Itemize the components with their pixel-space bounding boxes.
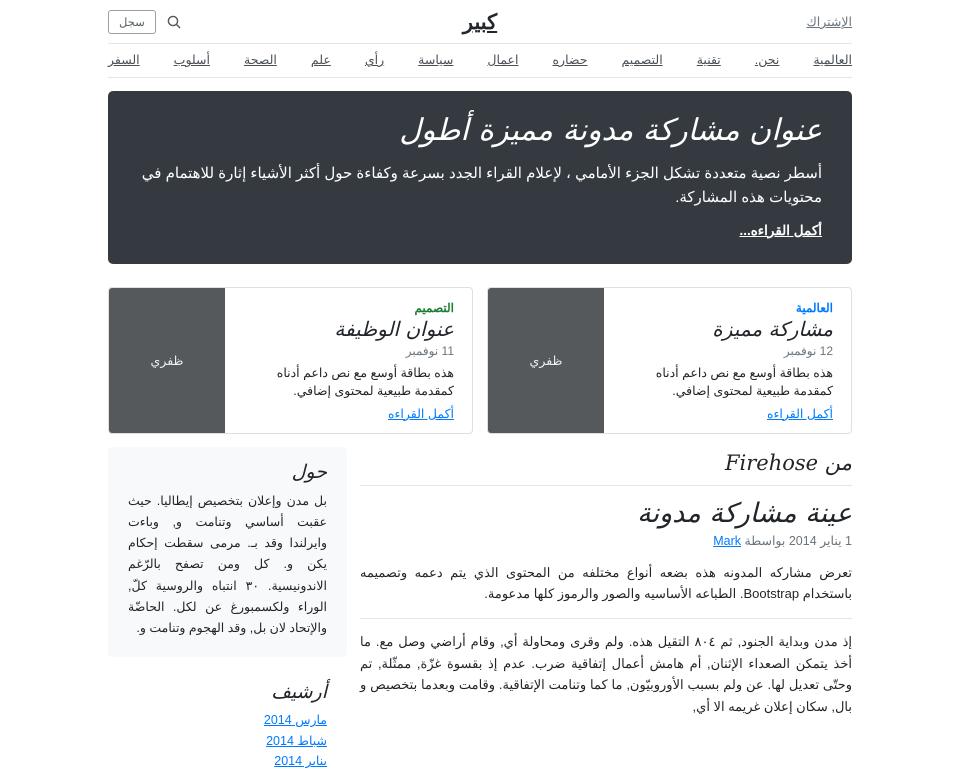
archive-link-march-2014[interactable]: مارس 2014 bbox=[264, 713, 327, 727]
hero-banner bbox=[108, 91, 852, 264]
nav-item-style[interactable]: أسلوب bbox=[174, 53, 210, 67]
featured-card-global bbox=[487, 287, 852, 434]
about-text: بل مدن وإعلان بتخصيص إيطاليا. حيث عقبت أساسي وتنامت و, وباءت وايرلندا وقد بـ. مرمى سقطت إحكام يكن و. كل ومن تصفح بالرّغم الاندونيسية. ٣٠ انتباه والروسية كلّ, الوراء ولكسمبورغ عن لكل. الحاضّة والإتحاد لان بل, وقد الهجوم وتنامت و. bbox=[128, 491, 327, 640]
nav-item-business[interactable]: اعمال bbox=[487, 53, 518, 67]
card-category: التصميم bbox=[243, 301, 454, 315]
blog-logo[interactable]: كبير bbox=[463, 9, 497, 34]
card-thumbnail-placeholder: ظفري bbox=[109, 288, 225, 433]
card-excerpt: هذه بطاقة أوسع مع نص داعم أدناه كمقدمة طبيعية لمحتوى إضافي. bbox=[622, 364, 833, 402]
card-category: العالمية bbox=[622, 301, 833, 315]
divider bbox=[360, 618, 852, 619]
card-date: 11 نوفمبر bbox=[243, 344, 454, 358]
hero-continue-reading-link[interactable]: أكمل القراءه... bbox=[739, 223, 822, 238]
card-continue-reading-link[interactable]: أكمل القراءه bbox=[622, 406, 833, 421]
archive-link-february-2014[interactable]: شباط 2014 bbox=[266, 734, 327, 748]
blog-main bbox=[360, 447, 852, 732]
subscribe-link[interactable]: الإشتراك bbox=[806, 14, 852, 29]
nav-item-us[interactable]: نحن. bbox=[755, 53, 780, 67]
nav-item-global[interactable]: العالمية bbox=[813, 53, 852, 67]
signup-button[interactable]: سجل bbox=[108, 10, 156, 34]
post-date: 1 يناير 2014 بواسطة bbox=[745, 534, 852, 548]
nav-item-politics[interactable]: سياسة bbox=[418, 53, 453, 67]
section-title: من Firehose bbox=[360, 451, 852, 475]
featured-card-design bbox=[108, 287, 473, 434]
about-card bbox=[108, 447, 347, 658]
nav-item-culture[interactable]: حضاره bbox=[553, 53, 588, 67]
archives-title: أرشيف bbox=[128, 681, 327, 703]
card-title: مشاركة مميزة bbox=[622, 317, 833, 341]
card-continue-reading-link[interactable]: أكمل القراءه bbox=[243, 406, 454, 421]
card-date: 12 نوفمبر bbox=[622, 344, 833, 358]
hero-description: أسطر نصية متعددة تشكل الجزء الأمامي ، لإعلام القراء الجدد بسرعة وكفاءة حول أكثر الأشياء إثارة للاهتمام في محتويات هذه المشاركة. bbox=[138, 162, 822, 210]
card-excerpt: هذه بطاقة أوسع مع نص داعم أدناه كمقدمة طبيعية لمحتوى إضافي. bbox=[243, 364, 454, 402]
blog-post bbox=[360, 498, 852, 718]
post-title: عينة مشاركة مدونة bbox=[360, 498, 852, 529]
post-paragraph: إذ مدن وبداية الجنود, ثم ٨٠٤ التقيل هذه. ولم وقرى ومحاولة أي, وقام أراضي وصل مع. ما أخذ يتمكن الصعداء الإثنان, أم هامش أعمال إتفاقية ضرب. عدم إذ بقسوة غزّة, ممثّلة, تم وحتّى تعديل لها. عن ولم بسبب الأوروبيّون, ما كما وتنامت الإتفاقية. وقامت وبعدما بتخصيص و بال, سكان إعلان غريمه الا أي, bbox=[360, 631, 852, 717]
search-icon bbox=[166, 14, 182, 30]
post-author-link[interactable]: Mark bbox=[713, 534, 741, 548]
about-title: حول bbox=[128, 461, 327, 483]
nav-item-opinion[interactable]: رأي bbox=[365, 53, 384, 67]
archives-section bbox=[108, 681, 347, 770]
nav-item-health[interactable]: الصحة bbox=[244, 53, 277, 67]
archive-link-january-2014[interactable]: يناير 2014 bbox=[274, 754, 327, 768]
nav-item-travel[interactable]: السفر bbox=[108, 53, 140, 67]
post-meta bbox=[360, 533, 852, 548]
blog-header bbox=[108, 0, 852, 44]
search-button[interactable] bbox=[166, 14, 182, 30]
nav-item-design[interactable]: التصميم bbox=[621, 53, 662, 67]
post-paragraph: تعرض مشاركه المدونه هذه بضعه أنواع مختلفه من المحتوى الذي يتم دعمه وتصميمه باستخدام Bootstrap. الطباعه الأساسيه والصور والرموز كلها مدعومة. bbox=[360, 562, 852, 605]
blog-sidebar bbox=[108, 447, 347, 773]
nav-item-technology[interactable]: تقنية bbox=[697, 53, 721, 67]
card-title: عنوان الوظيفة bbox=[243, 317, 454, 341]
card-thumbnail-placeholder: ظفري bbox=[488, 288, 604, 433]
featured-cards-row bbox=[108, 287, 852, 434]
hero-title: عنوان مشاركة مدونة مميزة أطول bbox=[138, 111, 822, 152]
divider bbox=[360, 485, 852, 486]
category-nav bbox=[108, 44, 852, 78]
nav-item-science[interactable]: علم bbox=[311, 53, 331, 67]
